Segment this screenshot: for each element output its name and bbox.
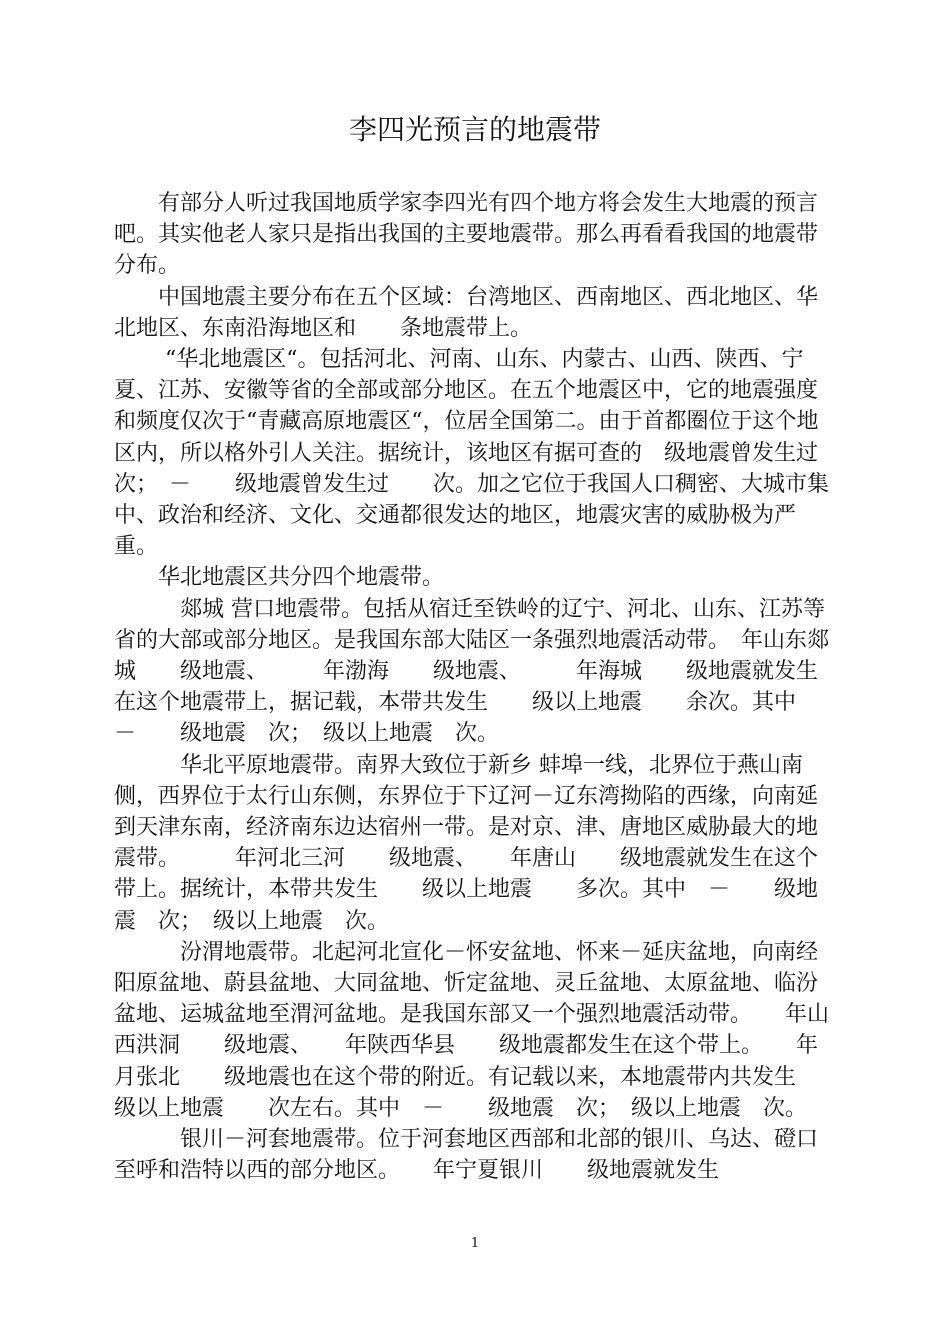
paragraph: 有部分人听过我国地质学家李四光有四个地方将会发生大地震的预言吧。其实他老人家只是指出我国的主要地震带。那么再看看我国的地震带分布。: [114, 191, 819, 279]
paragraph: “华北地震区“。包括河北、河南、山东、内蒙古、山西、陕西、宁夏、江苏、安徽等省的全部或部分地区。在五个地震区中，它的地震强度和频度仅次于“青藏高原地震区“，位居全国第二。由于首都圈位于这个地区内，所以格外引人关注。据统计，该地区有据可查的 级地震曾发生过 次； － 级地震曾发生过 次。加之它位于我国人口稠密、大城市集中、政治和经济、文化、交通都很发达的地区，地震灾害的威胁极为严重。: [114, 347, 841, 560]
page-number: 1: [470, 1236, 480, 1251]
paragraph: 郯城 营口地震带。包括从宿迁至铁岭的辽宁、河北、山东、江苏等省的大部或部分地区。是我国东部大陆区一条强烈地震活动带。 年山东郯城 级地震、 年渤海 级地震、 年海城 级地震就发生在这个地震带上，据记载，本带共发生 级以上地震 余次。其中 － 级地震 次； 级以上地震 次。: [114, 596, 830, 747]
paragraph: 中国地震主要分布在五个区域：台湾地区、西南地区、西北地区、华北地区、东南沿海地区和 条地震带上。: [114, 284, 819, 341]
paragraph: 华北平原地震带。南界大致位于新乡 蚌埠一线，北界位于燕山南侧，西界位于太行山东侧，东界位于下辽河－辽东湾拗陷的西缘，向南延到天津东南，经济南东边达宿州一带。是对京、津、唐地区威胁最大的地震带。 年河北三河 级地震、 年唐山 级地震就发生在这个带上。据统计，本带共发生 级以上地震 多次。其中 － 级地震 次； 级以上地震 次。: [114, 752, 819, 934]
paragraph: 银川－河套地震带。位于河套地区西部和北部的银川、乌达、磴口至呼和浩特以西的部分地区。 年宁夏银川 级地震就发生: [114, 1127, 819, 1184]
document-title: 李四光预言的地震带: [348, 113, 601, 146]
document-body: [114, 188, 841, 1187]
paragraph: 华北地震区共分四个地震带。: [114, 565, 445, 591]
paragraph: 汾渭地震带。北起河北宣化－怀安盆地、怀来－延庆盆地，向南经阳原盆地、蔚县盆地、大同盆地、忻定盆地、灵丘盆地、太原盆地、临汾盆地、运城盆地至渭河盆地。是我国东部又一个强烈地震活动带。 年山西洪洞 级地震、 年陕西华县 级地震都发生在这个带上。 年 月张北 级地震也在这个带的附近。有记载以来，本地震带内共发生 级以上地震 次左右。其中 － 级地震 次； 级以上地震 次。: [114, 939, 841, 1121]
